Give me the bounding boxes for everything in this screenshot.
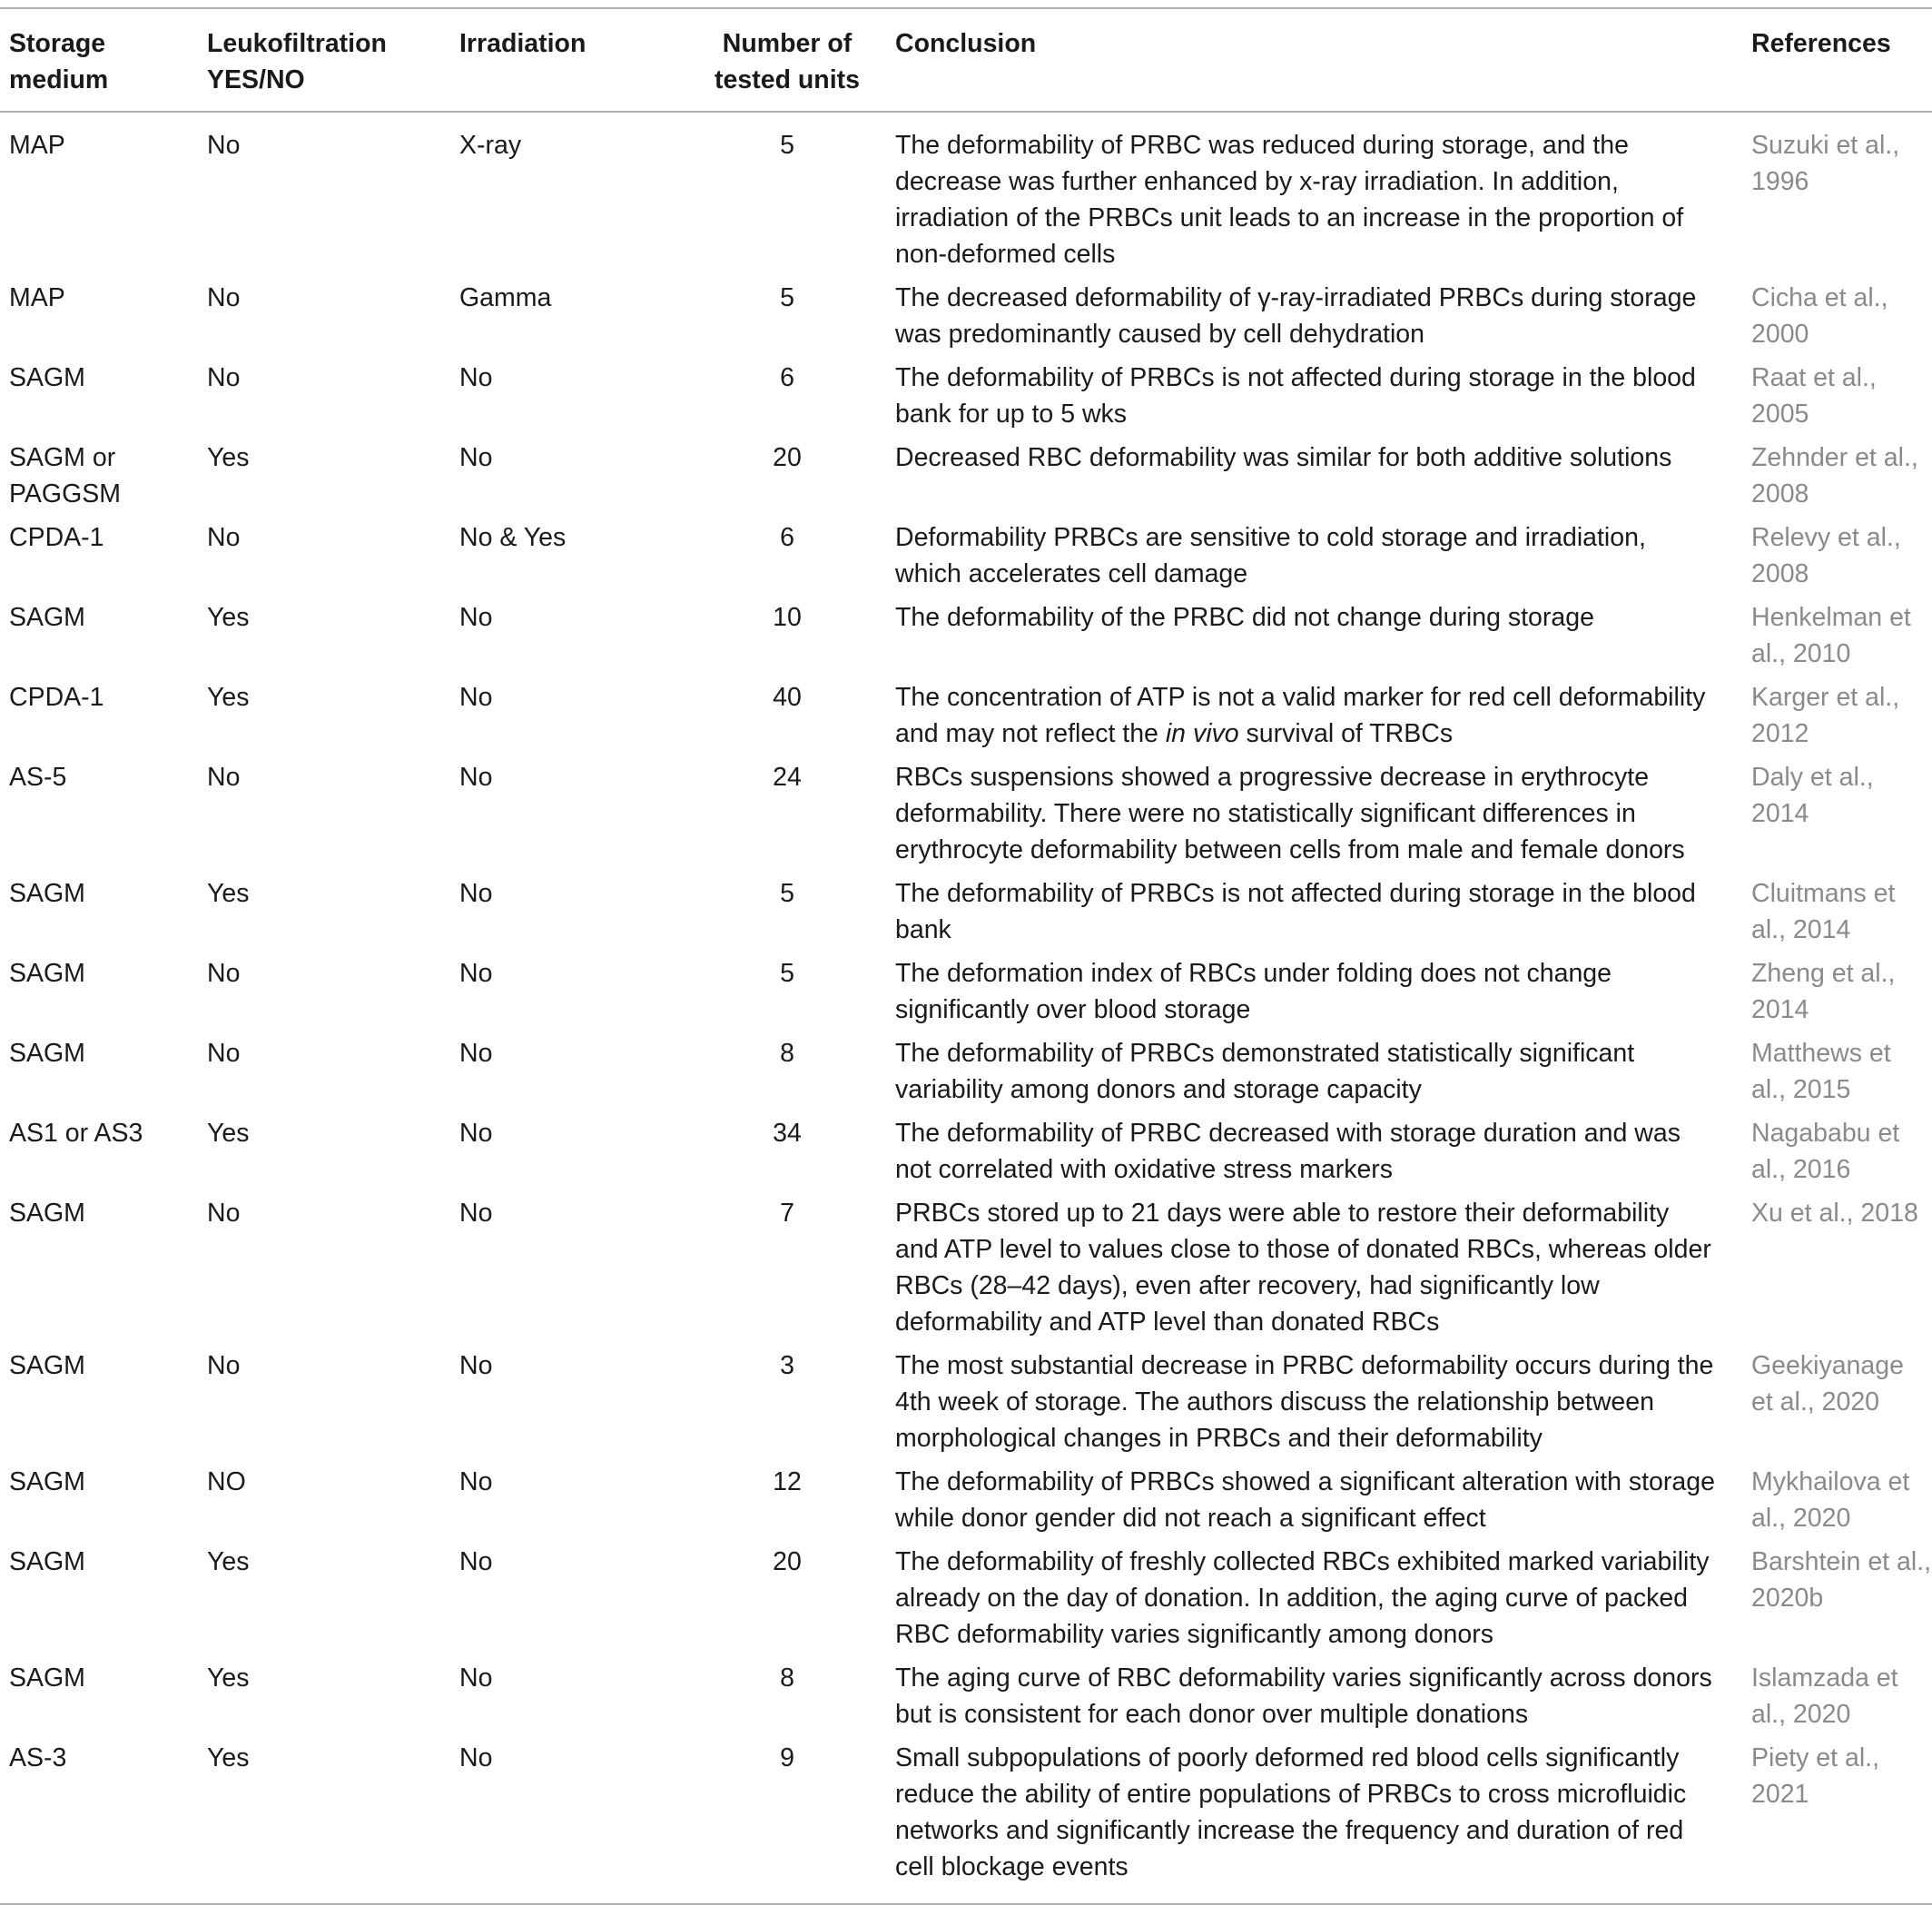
cell-reference[interactable]: Karger et al., 2012	[1751, 683, 1900, 748]
cell-number-of-units: 24	[773, 763, 802, 792]
cell-leukofiltration: Yes	[207, 683, 250, 712]
cell-conclusion: RBCs suspensions showed a progressive decrease in erythrocyte deformability. There were no statistically significant differences in erythrocyte deformability between cells from male and female donors	[895, 763, 1685, 864]
cell-irradiation: No	[459, 1039, 493, 1068]
table-row	[0, 676, 1932, 755]
header-row	[0, 8, 1932, 112]
cell-number-of-units: 8	[780, 1663, 794, 1693]
cell-number-of-units: 6	[780, 363, 794, 392]
cell-number-of-units: 20	[773, 443, 802, 472]
table-row	[0, 1540, 1932, 1656]
cell-conclusion: The concentration of ATP is not a valid marker for red cell deformability and may not reflect the in vivo survival of TRBCs	[895, 683, 1706, 748]
cell-conclusion: The deformability of PRBCs showed a significant alteration with storage while donor gender did not reach a significant effect	[895, 1467, 1715, 1533]
cell-number-of-units: 5	[780, 283, 794, 312]
cell-storage-medium: AS-3	[9, 1743, 67, 1772]
cell-reference[interactable]: Henkelman et al., 2010	[1751, 603, 1911, 668]
cell-conclusion: The deformability of freshly collected RBCs exhibited marked variability already on the day of donation. In addition, the aging curve of packed RBC deformability varies significantly among donors	[895, 1547, 1710, 1649]
cell-irradiation: No	[459, 603, 493, 632]
cell-reference[interactable]: Relevy et al., 2008	[1751, 523, 1901, 588]
table-row	[0, 276, 1932, 356]
cell-reference[interactable]: Piety et al., 2021	[1751, 1743, 1879, 1809]
cell-reference[interactable]: Nagababu et al., 2016	[1751, 1119, 1900, 1184]
cell-irradiation: No	[459, 1663, 493, 1693]
cell-leukofiltration: Yes	[207, 1119, 250, 1148]
cell-conclusion: The aging curve of RBC deformability varies significantly across donors but is consistent for each donor over multiple donations	[895, 1663, 1712, 1729]
cell-conclusion: Deformability PRBCs are sensitive to cold storage and irradiation, which accelerates cell damage	[895, 523, 1646, 588]
cell-storage-medium: SAGM	[9, 1351, 85, 1380]
cell-leukofiltration: No	[207, 363, 241, 392]
cell-number-of-units: 3	[780, 1351, 794, 1380]
header-leukofiltration: Leukofiltration YES/NO	[198, 8, 450, 112]
cell-conclusion: PRBCs stored up to 21 days were able to restore their deformability and ATP level to values close to those of donated RBCs, whereas older RBCs (28–42 days), even after recovery, had significantly low deformability and ATP level than donated RBCs	[895, 1199, 1711, 1337]
cell-storage-medium: SAGM	[9, 959, 85, 988]
cell-storage-medium: SAGM	[9, 1547, 85, 1576]
cell-storage-medium: SAGM	[9, 603, 85, 632]
cell-irradiation: No	[459, 879, 493, 908]
table-body	[0, 112, 1932, 1904]
cell-reference[interactable]: Zheng et al., 2014	[1751, 959, 1896, 1024]
table-row	[0, 1344, 1932, 1460]
table-row	[0, 1460, 1932, 1540]
cell-reference[interactable]: Cicha et al., 2000	[1751, 283, 1888, 349]
header-conclusion: Conclusion	[886, 8, 1742, 112]
cell-reference[interactable]: Geekiyanage et al., 2020	[1751, 1351, 1904, 1416]
table-row	[0, 872, 1932, 952]
table-row	[0, 516, 1932, 596]
cell-irradiation: No	[459, 1199, 493, 1228]
cell-leukofiltration: No	[207, 131, 241, 160]
cell-leukofiltration: No	[207, 523, 241, 552]
table-row	[0, 1191, 1932, 1344]
cell-leukofiltration: No	[207, 283, 241, 312]
cell-storage-medium: MAP	[9, 283, 65, 312]
header-irradiation: Irradiation	[450, 8, 688, 112]
cell-reference[interactable]: Matthews et al., 2015	[1751, 1039, 1891, 1104]
cell-storage-medium: SAGM	[9, 1199, 85, 1228]
cell-leukofiltration: Yes	[207, 1743, 250, 1772]
cell-irradiation: No	[459, 363, 493, 392]
table-row	[0, 436, 1932, 516]
cell-number-of-units: 5	[780, 131, 794, 160]
cell-irradiation: No	[459, 1547, 493, 1576]
cell-reference[interactable]: Zehnder et al., 2008	[1751, 443, 1918, 508]
cell-irradiation: Gamma	[459, 283, 552, 312]
cell-conclusion: The deformability of PRBCs is not affected during storage in the blood bank for up to 5 wks	[895, 363, 1696, 429]
cell-leukofiltration: Yes	[207, 443, 250, 472]
cell-leukofiltration: No	[207, 1351, 241, 1380]
cell-storage-medium: SAGM	[9, 1467, 85, 1496]
cell-number-of-units: 5	[780, 879, 794, 908]
cell-reference[interactable]: Xu et al., 2018	[1751, 1199, 1918, 1228]
cell-number-of-units: 5	[780, 959, 794, 988]
cell-storage-medium: SAGM	[9, 363, 85, 392]
cell-leukofiltration: No	[207, 763, 241, 792]
cell-leukofiltration: NO	[207, 1467, 246, 1496]
cell-reference[interactable]: Cluitmans et al., 2014	[1751, 879, 1896, 944]
cell-irradiation: No	[459, 1119, 493, 1148]
table-row	[0, 1031, 1932, 1111]
cell-number-of-units: 12	[773, 1467, 802, 1496]
cell-storage-medium: CPDA-1	[9, 523, 104, 552]
cell-conclusion: The deformability of PRBCs demonstrated statistically significant variability among donors and storage capacity	[895, 1039, 1635, 1104]
cell-irradiation: No	[459, 683, 493, 712]
cell-conclusion: The decreased deformability of γ-ray-irradiated PRBCs during storage was predominantly caused by cell dehydration	[895, 283, 1697, 349]
cell-leukofiltration: Yes	[207, 1663, 250, 1693]
cell-storage-medium: SAGM	[9, 1039, 85, 1068]
cell-reference[interactable]: Islamzada et al., 2020	[1751, 1663, 1898, 1729]
header-storage-medium: Storage medium	[0, 8, 198, 112]
cell-storage-medium: SAGM or PAGGSM	[9, 443, 121, 508]
cell-conclusion: The deformability of PRBC decreased with storage duration and was not correlated with oxidative stress markers	[895, 1119, 1681, 1184]
cell-conclusion: Decreased RBC deformability was similar for both additive solutions	[895, 443, 1672, 472]
cell-conclusion: The deformability of the PRBC did not change during storage	[895, 603, 1594, 632]
cell-storage-medium: SAGM	[9, 1663, 85, 1693]
cell-irradiation: No	[459, 1467, 493, 1496]
cell-storage-medium: SAGM	[9, 879, 85, 908]
header-references: References	[1742, 8, 1932, 112]
table-row	[0, 1656, 1932, 1736]
table-row	[0, 596, 1932, 676]
cell-number-of-units: 9	[780, 1743, 794, 1772]
cell-conclusion: The most substantial decrease in PRBC deformability occurs during the 4th week of storage. The authors discuss the relationship between morphological changes in PRBCs and their deformability	[895, 1351, 1714, 1453]
cell-number-of-units: 20	[773, 1547, 802, 1576]
cell-conclusion: Small subpopulations of poorly deformed red blood cells significantly reduce the ability of entire populations of PRBCs to cross microfluidic networks and significantly increase the frequency and duration of red cell blockage events	[895, 1743, 1687, 1881]
header-number-of-units: Number of tested units	[688, 8, 886, 112]
cell-reference[interactable]: Mykhailova et al., 2020	[1751, 1467, 1910, 1533]
cell-leukofiltration: Yes	[207, 879, 250, 908]
cell-storage-medium: AS1 or AS3	[9, 1119, 143, 1148]
table-row	[0, 1111, 1932, 1191]
cell-storage-medium: MAP	[9, 131, 65, 160]
cell-number-of-units: 34	[773, 1119, 802, 1148]
cell-irradiation: No & Yes	[459, 523, 567, 552]
cell-leukofiltration: No	[207, 959, 241, 988]
cell-irradiation: No	[459, 443, 493, 472]
cell-leukofiltration: No	[207, 1039, 241, 1068]
cell-leukofiltration: Yes	[207, 1547, 250, 1576]
table-row	[0, 112, 1932, 276]
cell-number-of-units: 8	[780, 1039, 794, 1068]
cell-number-of-units: 40	[773, 683, 802, 712]
cell-number-of-units: 7	[780, 1199, 794, 1228]
cell-number-of-units: 10	[773, 603, 802, 632]
table-row	[0, 1736, 1932, 1904]
cell-irradiation: No	[459, 1351, 493, 1380]
cell-conclusion: The deformability of PRBCs is not affected during storage in the blood bank	[895, 879, 1696, 944]
cell-irradiation: No	[459, 959, 493, 988]
cell-reference[interactable]: Raat et al., 2005	[1751, 363, 1877, 429]
cell-number-of-units: 6	[780, 523, 794, 552]
cell-leukofiltration: No	[207, 1199, 241, 1228]
cell-irradiation: No	[459, 1743, 493, 1772]
table-row	[0, 755, 1932, 872]
cell-irradiation: X-ray	[459, 131, 522, 160]
cell-leukofiltration: Yes	[207, 603, 250, 632]
table-row	[0, 952, 1932, 1031]
cell-storage-medium: CPDA-1	[9, 683, 104, 712]
cell-storage-medium: AS-5	[9, 763, 67, 792]
cell-reference[interactable]: Daly et al., 2014	[1751, 763, 1874, 828]
cell-irradiation: No	[459, 763, 493, 792]
cell-conclusion: The deformation index of RBCs under folding does not change significantly over blood storage	[895, 959, 1612, 1024]
cell-conclusion: The deformability of PRBC was reduced during storage, and the decrease was further enhanced by x-ray irradiation. In addition, irradiation of the PRBCs unit leads to an increase in the proportion of non-deformed cells	[895, 131, 1684, 269]
cell-reference[interactable]: Suzuki et al., 1996	[1751, 131, 1900, 196]
table-row	[0, 356, 1932, 436]
storage-deformability-table	[0, 7, 1932, 1905]
table-header	[0, 8, 1932, 112]
cell-reference[interactable]: Barshtein et al., 2020b	[1751, 1547, 1932, 1613]
